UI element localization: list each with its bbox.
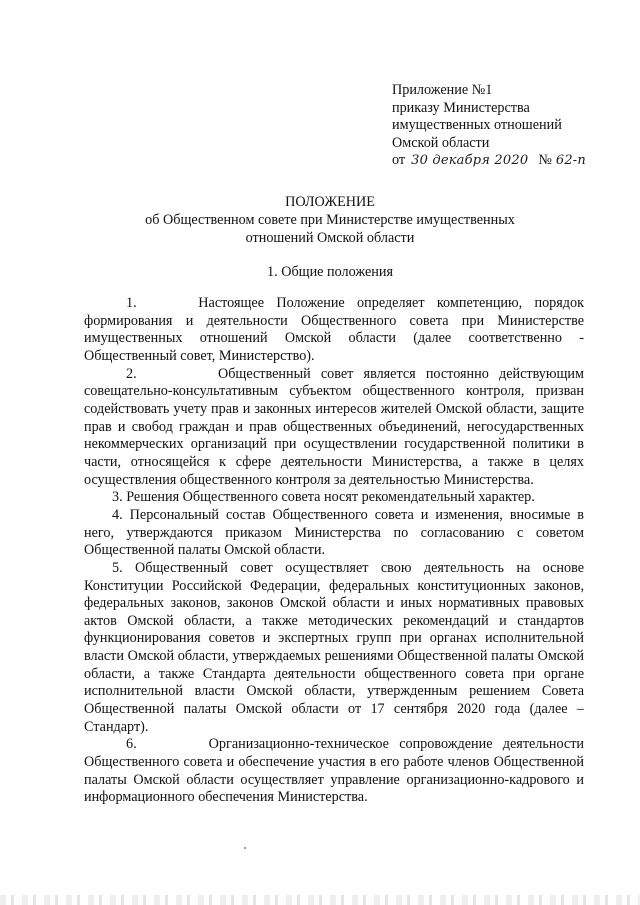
appendix-header xyxy=(392,82,622,170)
paragraph-2 xyxy=(84,366,584,490)
appendix-order-line: приказу Министерства xyxy=(392,99,530,116)
paragraph-5 xyxy=(84,560,584,737)
date-prefix: от xyxy=(392,152,406,169)
paragraph-text: Персональный состав Общественного совета и изменения, вносимые в него, утверждаются приказом Министерства по согласованию с советом Общественной палаты Омской области. xyxy=(84,506,584,559)
number-label: № xyxy=(538,152,552,169)
paragraph-number: 3. xyxy=(112,489,123,506)
paragraph-number: 4. xyxy=(112,506,123,523)
document-body xyxy=(84,295,584,807)
paragraph-text: Общественный совет является постоянно действующим совещательно-консультативным субъектом общественного контроля, призван содействовать учету прав и законных интересов жителей Омской области, защите прав и свобод граждан и прав общественных объединений, негосударственных некоммерческих организаций при осуществлении государственной политики в части, относящейся к сфере деятельности Министерства, а также в целях осуществления общественного контроля за деятельностью Министерства. xyxy=(84,365,584,488)
scan-edge-artifact xyxy=(0,895,640,905)
document-subtitle-line-2: отношений Омской области xyxy=(245,230,415,246)
paragraph-3 xyxy=(84,489,584,507)
appendix-date-line xyxy=(392,152,622,170)
section-heading: 1. Общие положения xyxy=(267,264,393,280)
paragraph-text: Организационно-техническое сопровождение деятельности Общественного совета и обеспечение участия в его работе членов Общественной палаты Омской области осуществляет управление организационно-кадрового и информационного обеспечения Министерства. xyxy=(84,736,585,806)
appendix-region-line: Омской области xyxy=(392,134,490,151)
paragraph-text: Общественный совет осуществляет свою деятельность на основе Конституции Российской Федерации, федеральных конституционных законов, федеральных законов, законов Омской области и иных нормативных правовых актов Омской области, а также методических рекомендаций и стандартов функционирования советов и экспертных групп при органах исполнительной власти Омской области, утверждаемых решениями Общественной палаты Омской области, а также Стандарта деятельности общественного совета при органе исполнительной власти Омской области, утвержденным решением Совета Общественной палаты Омской области от 17 сентября 2020 года (далее – Стандарт). xyxy=(84,559,584,735)
document-title: ПОЛОЖЕНИЕ xyxy=(285,194,375,210)
appendix-title: Приложение №1 xyxy=(392,82,493,98)
handwritten-number: 62-п xyxy=(555,153,586,169)
paragraph-number: 1. xyxy=(126,295,137,311)
paragraph-number: 5. xyxy=(112,559,123,576)
paragraph-6 xyxy=(84,736,584,807)
document-subtitle-line-1: об Общественном совете при Министерстве имущественных xyxy=(145,212,515,228)
handwritten-date: 30 декабря 2020 xyxy=(411,153,529,169)
scan-dot xyxy=(244,847,246,849)
paragraph-1 xyxy=(84,295,584,366)
paragraph-number: 2. xyxy=(126,365,137,382)
paragraph-number: 6. xyxy=(126,736,137,753)
paragraph-text: Настоящее Положение определяет компетенцию, порядок формирования и деятельности Общественного совета при Министерстве имущественных отношений Омской области (далее соответственно - Общественный совет, Министерство). xyxy=(84,295,585,364)
appendix-ministry-line: имущественных отношений xyxy=(392,117,562,134)
paragraph-4 xyxy=(84,507,584,560)
paragraph-text: Решения Общественного совета носят рекомендательный характер. xyxy=(126,489,535,506)
